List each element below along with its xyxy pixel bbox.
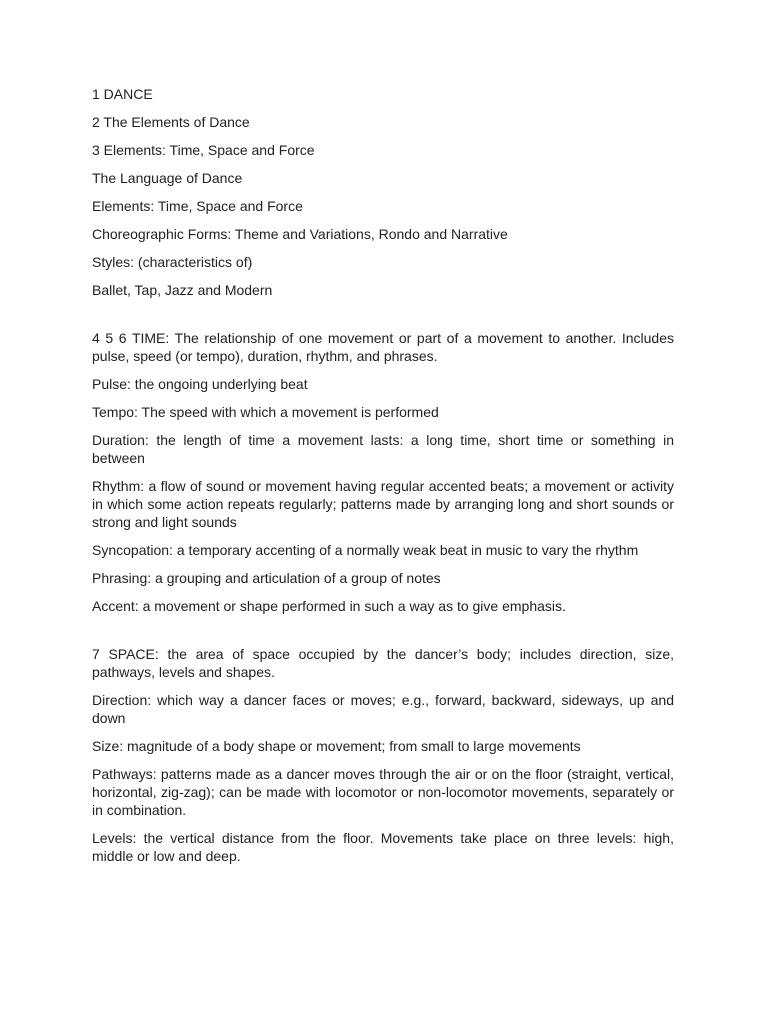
- time-pulse: Pulse: the ongoing underlying beat: [92, 376, 308, 392]
- intro-line-elements: Elements: Time, Space and Force: [92, 198, 303, 214]
- time-rhythm: Rhythm: a flow of sound or movement having regular accented beats; a movement or activity in which some action repeats regularly; patterns made by arranging long and short sounds or strong and light sounds: [92, 478, 674, 530]
- intro-section: [92, 85, 674, 299]
- document-page: [92, 85, 674, 875]
- time-syncopation: Syncopation: a temporary accenting of a normally weak beat in music to vary the rhythm: [92, 542, 639, 558]
- time-tempo: Tempo: The speed with which a movement is performed: [92, 404, 439, 420]
- space-levels: Levels: the vertical distance from the floor. Movements take place on three levels: high, middle or low and deep.: [92, 830, 674, 864]
- intro-line-language-of-dance: The Language of Dance: [92, 170, 243, 186]
- space-heading: 7 SPACE: the area of space occupied by the dancer’s body; includes direction, size, pathways, levels and shapes.: [92, 646, 674, 680]
- section-spacer: [92, 309, 674, 329]
- intro-line-elements-of-dance: 2 The Elements of Dance: [92, 114, 250, 130]
- time-phrasing: Phrasing: a grouping and articulation of a group of notes: [92, 570, 441, 586]
- space-direction: Direction: which way a dancer faces or moves; e.g., forward, backward, sideways, up and down: [92, 692, 674, 726]
- space-pathways: Pathways: patterns made as a dancer moves through the air or on the floor (straight, vertical, horizontal, zig-zag); can be made with locomotor or non-locomotor movements, separately or in combination.: [92, 766, 674, 818]
- intro-line-dance: 1 DANCE: [92, 86, 153, 102]
- intro-line-style-names: Ballet, Tap, Jazz and Modern: [92, 282, 273, 298]
- intro-line-styles: Styles: (characteristics of): [92, 254, 253, 270]
- space-size: Size: magnitude of a body shape or movement; from small to large movements: [92, 738, 581, 754]
- time-duration: Duration: the length of time a movement lasts: a long time, short time or something in between: [92, 432, 674, 466]
- time-accent: Accent: a movement or shape performed in such a way as to give emphasis.: [92, 598, 566, 614]
- section-spacer: [92, 625, 674, 645]
- space-section: [92, 645, 674, 865]
- time-heading: 4 5 6 TIME: The relationship of one movement or part of a movement to another. Includes pulse, speed (or tempo), duration, rhythm, and phrases.: [92, 330, 674, 364]
- time-section: [92, 329, 674, 615]
- intro-line-elements-list: 3 Elements: Time, Space and Force: [92, 142, 315, 158]
- intro-line-choreographic-forms: Choreographic Forms: Theme and Variations, Rondo and Narrative: [92, 226, 508, 242]
